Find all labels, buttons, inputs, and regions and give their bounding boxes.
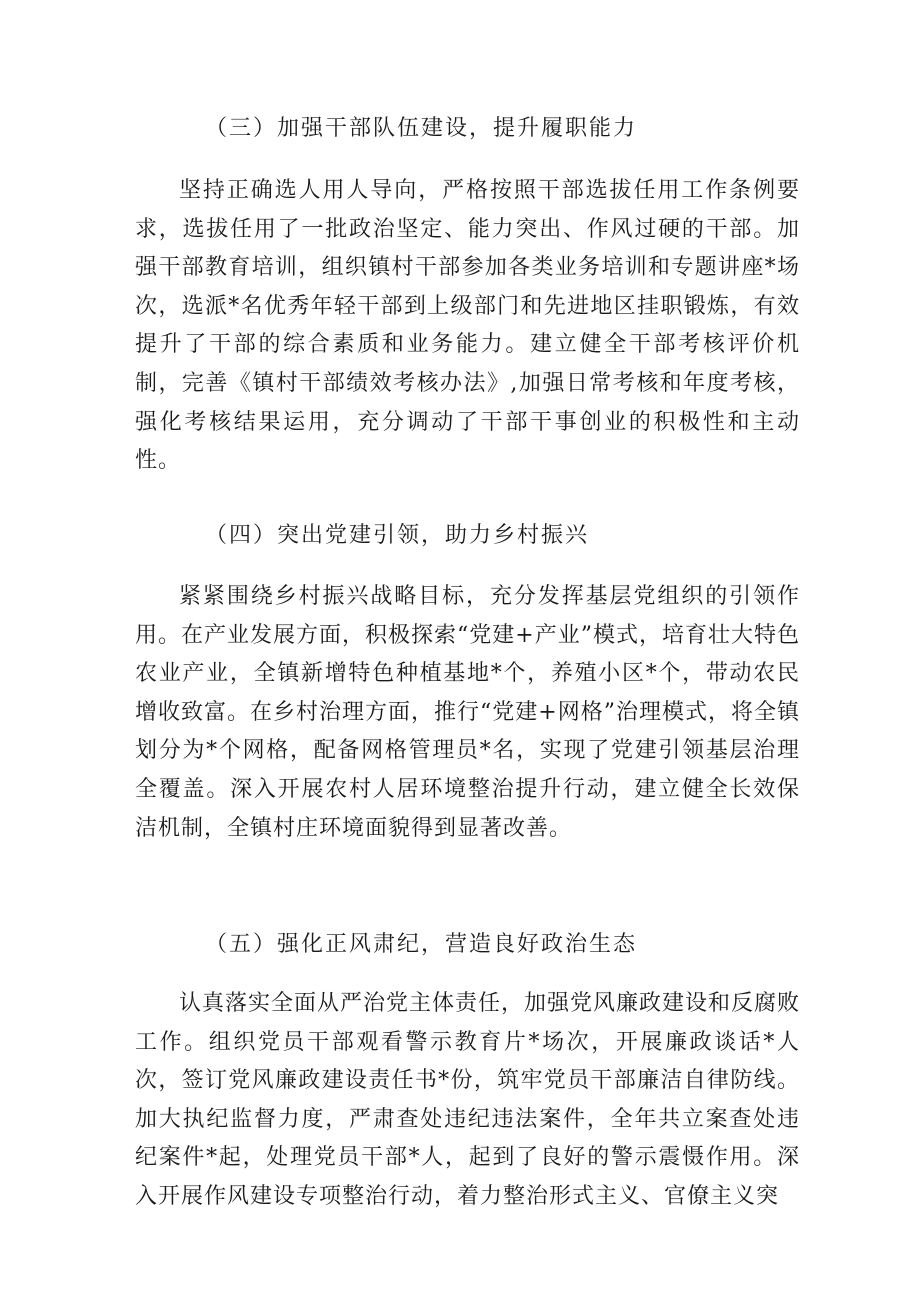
section-body-3: 坚持正确选人用人导向，严格按照干部选拔任用工作条例要求，选拔任用了一批政治坚定、能力突出、作风过硬的干部。加强干部教育培训，组织镇村干部参加各类业务培训和专题讲座*场次，选派*名优秀年轻干部到上级部门和先进地区挂职锻炼，有效提升了干部的综合素质和业务能力。建立健全干部考核评价机制，完善《镇村干部绩效考核办法》,加强日常考核和年度考核，强化考核结果运用，充分调动了干部干事创业的积极性和主动性。 [135,178,800,474]
section-heading-5: （五）强化正风肃纪，营造良好政治生态 [205,932,638,957]
section-body-4: 紧紧围绕乡村振兴战略目标，充分发挥基层党组织的引领作用。在产业发展方面，积极探索“党建+产业”模式，培育壮大特色农业产业，全镇新增特色种植基地*个，养殖小区*个，带动农民增收致富。在乡村治理方面，推行“党建+网格”治理模式，将全镇划分为*个网格，配备网格管理员*名，实现了党建引领基层治理全覆盖。深入开展农村人居环境整治提升行动，建立健全长效保洁机制，全镇村庄环境面貌得到显著改善。 [135,584,800,841]
section-heading-4: （四）突出党建引领，助力乡村振兴 [205,523,590,548]
section-body-5: 认真落实全面从严治党主体责任，加强党风廉政建设和反腐败工作。组织党员干部观看警示教育片*场次，开展廉政谈话*人次，签订党风廉政建设责任书*份，筑牢党员干部廉洁自律防线。加大执纪监督力度，严肃查处违纪违法案件，全年共立案查处违纪案件*起，处理党员干部*人，起到了良好的警示震慑作用。深入开展作风建设专项整治行动，着力整治形式主义、官僚主义突 [135,991,801,1209]
section-heading-3: （三）加强干部队伍建设，提升履职能力 [205,116,638,141]
